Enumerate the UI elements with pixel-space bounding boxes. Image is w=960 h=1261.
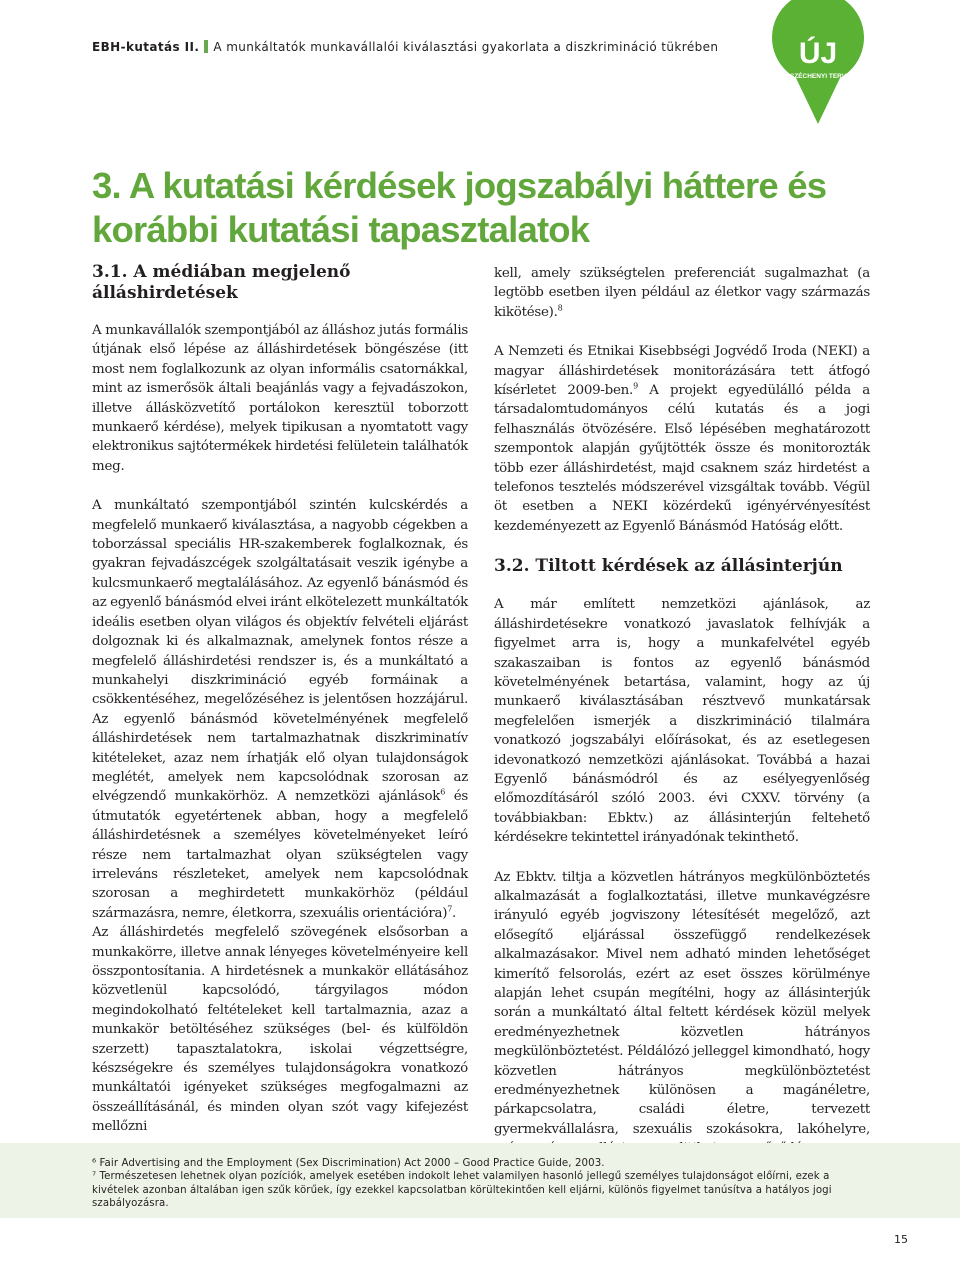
paragraph: A munkavállalók szempontjából az álláshoz jutás formális útjának első lépése az álláshirdetések böngészése (itt most nem foglalkozunk az olyan informális csatornákkal, mint az ismerősök általi beajánlás vagy a fejvadászokon, illetve állásközvetítő portálokon keresztül toborzott munkaerő kérdése), melyek tipikusan a nyomtatott vagy elektronikus sajtótermékek hirdetési felületein találhatók meg. (92, 323, 468, 474)
logo-mark: ÚJ (798, 37, 838, 70)
section-heading-3-2: 3.2. Tiltott kérdések az állásinterjún (494, 556, 843, 577)
footnote-ref-9: 9 (633, 381, 638, 391)
left-column (92, 262, 468, 1157)
page-number: 15 (894, 1233, 908, 1246)
paragraph: Az Ebktv. tiltja a közvetlen hátrányos megkülönböztetés alkalmazását a foglalkoztatási, illetve munkavégzésre irányuló egyéb jogviszony létesítését megelőző, azt elősegítő eljárással összefüggő rendelkezések alkalmazásakor. Mivel nem adható minden lehetőséget kimerítő felsorolás, ezért az eset összes körülménye alapján lehet csupán megítélni, hogy az állásinterjúk során a munkáltató által feltett kérdések közül melyek eredményezhetnek közvetlen hátrányos megkülönböztetést. Példálózó jelleggel kimondható, hogy közvetlen hátrányos megkülönböztetést eredményezhetnek különösen a magánéletre, párkapcsolatra, családi életre, tervezett gyermekvállalásra, szexuális szokásokra, lakóhelyre, (494, 869, 870, 1137)
paragraph: A már említett nemzetközi ajánlások, az álláshirdetésekre vonatkozó javaslatok felhívják a figyelmet arra is, hogy a munkafelvétel egyéb szakaszaiban is fontos az egyenlő bánásmód követelményének betartása, valamint, hogy az új munkaerő kiválasztásában résztvevő munkatársak megfelelően ismerjék a diszkrimináció tilalmára vonatkozó jogszabályi előírásokat, és az esetlegesen idevonatkozó nemzetközi ajánlásokat. Továbbá a hazai Egyenlő bánásmódról és az esélyegyenlőség előmozdításáról szóló 2003. évi CXXV. törvény (a továbbiakban: Ebktv.) az állásinterjún feltehető kérdésekre tekintettel irányadónak tekinthető. (494, 597, 870, 846)
paragraph: A Nemzeti és Etnikai Kisebbségi Jogvédő Iroda (NEKI) a magyar álláshirdetések monitorázására tett átfogó kísérletet 2009-ben.$^9$ A projekt egyedülálló példa a társadalomtudományos célú kutatás és a jogi felhasználás ötvözésére. Első lépésében meghatározott szempontok alapján gyűjtötték össze és monitorozták több ezer álláshirdetést, majd csaknem száz hirdetést a telefonos tesztelés módszerével vizsgáltak tovább. Végül öt esetben a NEKI közérdekű igényérvényesítést kezdeményezett az Egyenlő Bánásmód Hatóság előtt. (494, 344, 870, 534)
paragraph: kell, amely szükségtelen preferenciát sugalmazhat (a legtöbb esetben ilyen például az életkor vagy származás kikötése).$^8$ (494, 266, 870, 320)
footnote-6: ⁶ Fair Advertising and the Employment (Sex Discrimination) Act 2000 – Good Practice Guide, 2003. (92, 1158, 605, 1169)
header-separator (204, 40, 208, 53)
footnotes (92, 1157, 872, 1211)
running-header (92, 40, 718, 54)
header-subtitle: A munkáltatók munkavállalói kiválasztási gyakorlata a diszkrimináció tükrében (213, 40, 719, 54)
chapter-title: 3. A kutatási kérdések jogszabályi háttere és korábbi kutatási tapasztalatok (92, 165, 827, 250)
footnote-ref-8: 8 (557, 303, 563, 313)
right-column (494, 264, 870, 1179)
uj-szechenyi-terv-logo (770, 0, 866, 124)
logo-caption: SZÉCHENYI TERV (789, 73, 847, 80)
paragraph: Az álláshirdetés megfelelő szövegének elsősorban a munkakörre, illetve annak lényeges követelményeire kell összpontosítania. A hirdetésnek a munkakör ellátásához közvetlenül kapcsolódó, tárgyilagos módon megindokolható feltételeket kell tartalmaznia, azaz a munkakör betöltéséhez szükséges (bel- és külföldön szerzett) tapasztalatokra, iskolai végzettségre, készségekre és személyes tulajdonságokra vonatkozó munkáltatói igényeket szükséges megfogalmazni az összeállításánál, és minden olyan szót vagy kifejezést mellőzni (92, 925, 468, 1135)
footnote-ref-6: 6 (440, 787, 446, 797)
footnote-ref-7: 7 (447, 904, 453, 914)
section-heading-3-1: 3.1. A médiában megjelenő álláshirdetések (92, 262, 351, 303)
paragraph: A munkáltató szempontjából szintén kulcskérdés a megfelelő munkaerő kiválasztása, a nagyobb cégekben a toborzással speciális HR-szakemberek foglalkoznak, és gyakran fejvadászcégek szolgáltatásait veszik igénybe a kulcsmunkaerő megtalálásához. Az egyenlő bánásmód és az egyenlő bánásmód elvei iránt elkötelezett munkáltatók ideális esetben olyan világos és objektív felvételi eljárást dolgoznak ki és alkalmaznak, amelynek fontos része a megfelelő álláshirdetési rendszer is, és a munkáltató a munkahelyi diszkrimináció egyéb formáinak a csökkentéséhez, megelőzéséhez is jelentősen hozzájárul. Az egyenlő bánásmód követelményének megfelelő álláshirdetések nem tartalmazhatnak diszkriminatív kitételeket, azaz nem írhatják elő olyan tulajdonságok meglétét, amelyek nem kapcsolódnak szorosan az elvégzendő munkakörhöz. A nemzetközi ajánlások$^6$ és útmutatók egyetértenek abban, hogy a megfelelő álláshirdetésnek a személyes követelményeket leíró része nem tartalmazhat olyan szükségtelen vagy irreleváns részleteket, amelyek nem kapcsolódnak szorosan a meghirdetett munkakörhöz (például származásra, nemre, életkorra, szexuális orientációra)$^7$. (92, 498, 469, 921)
footnote-7: ⁷ Természetesen lehetnek olyan pozíciók, amelyek esetében indokolt lehet valamilyen hasonló jellegű személyes tulajdonságot előírni, ezek a kivételek azonban általában igen szűk körűek, így ezekkel kapcsolatban körültekintően kell eljárni, különös figyelmet tanúsítva a hatályos jogi szabályozásra. (92, 1171, 832, 1210)
header-series: EBH-kutatás II. (92, 40, 200, 54)
